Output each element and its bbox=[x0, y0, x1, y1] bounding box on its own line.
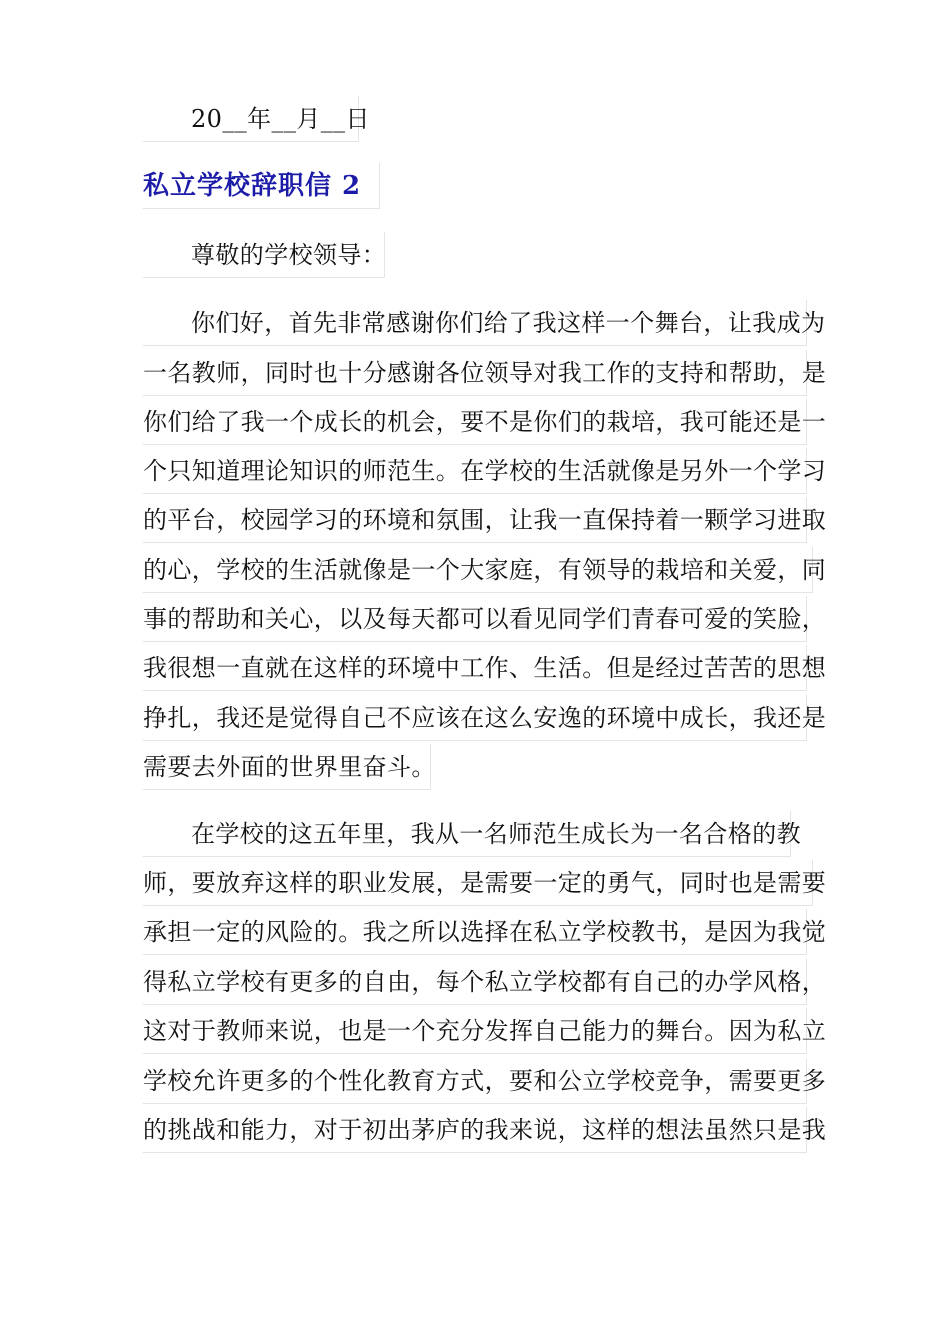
paragraph1-line: 事的帮助和关心，以及每天都可以看见同学们青春可爱的笑脸， bbox=[143, 596, 807, 642]
paragraph1-line: 需要去外面的世界里奋斗。 bbox=[143, 744, 431, 790]
paragraph2-line: 学校允许更多的个性化教育方式，要和公立学校竞争，需要更多 bbox=[143, 1058, 807, 1104]
date-line: 20__年__月__日 bbox=[143, 96, 359, 142]
paragraph1-line: 挣扎，我还是觉得自己不应该在这么安逸的环境中成长，我还是 bbox=[143, 695, 807, 741]
paragraph1-line: 我很想一直就在这样的环境中工作、生活。但是经过苦苦的思想 bbox=[143, 645, 807, 691]
paragraph1-line: 一名教师，同时也十分感谢各位领导对我工作的支持和帮助，是 bbox=[143, 350, 807, 396]
paragraph2-line: 得私立学校有更多的自由，每个私立学校都有自己的办学风格， bbox=[143, 959, 807, 1005]
paragraph1-line: 个只知道理论知识的师范生。在学校的生活就像是另外一个学习 bbox=[143, 448, 807, 494]
salutation: 尊敬的学校领导： bbox=[143, 232, 385, 278]
paragraph2-line: 的挑战和能力，对于初出茅庐的我来说，这样的想法虽然只是我 bbox=[143, 1107, 807, 1153]
paragraph2-line: 师，要放弃这样的职业发展，是需要一定的勇气，同时也是需要 bbox=[143, 860, 813, 906]
paragraph2-line: 承担一定的风险的。我之所以选择在私立学校教书，是因为我觉 bbox=[143, 909, 807, 955]
paragraph2-line: 在学校的这五年里，我从一名师范生成长为一名合格的教 bbox=[143, 811, 791, 857]
paragraph1-line: 你们好，首先非常感谢你们给了我这样一个舞台，让我成为 bbox=[143, 300, 807, 346]
letter-heading: 私立学校辞职信 2 bbox=[143, 163, 380, 209]
paragraph1-line: 你们给了我一个成长的机会，要不是你们的栽培，我可能还是一 bbox=[143, 399, 807, 445]
paragraph1-line: 的平台，校园学习的环境和氛围，让我一直保持着一颗学习进取 bbox=[143, 497, 807, 543]
paragraph1-line: 的心，学校的生活就像是一个大家庭，有领导的栽培和关爱，同 bbox=[143, 547, 813, 593]
paragraph2-line: 这对于教师来说，也是一个充分发挥自己能力的舞台。因为私立 bbox=[143, 1008, 807, 1054]
